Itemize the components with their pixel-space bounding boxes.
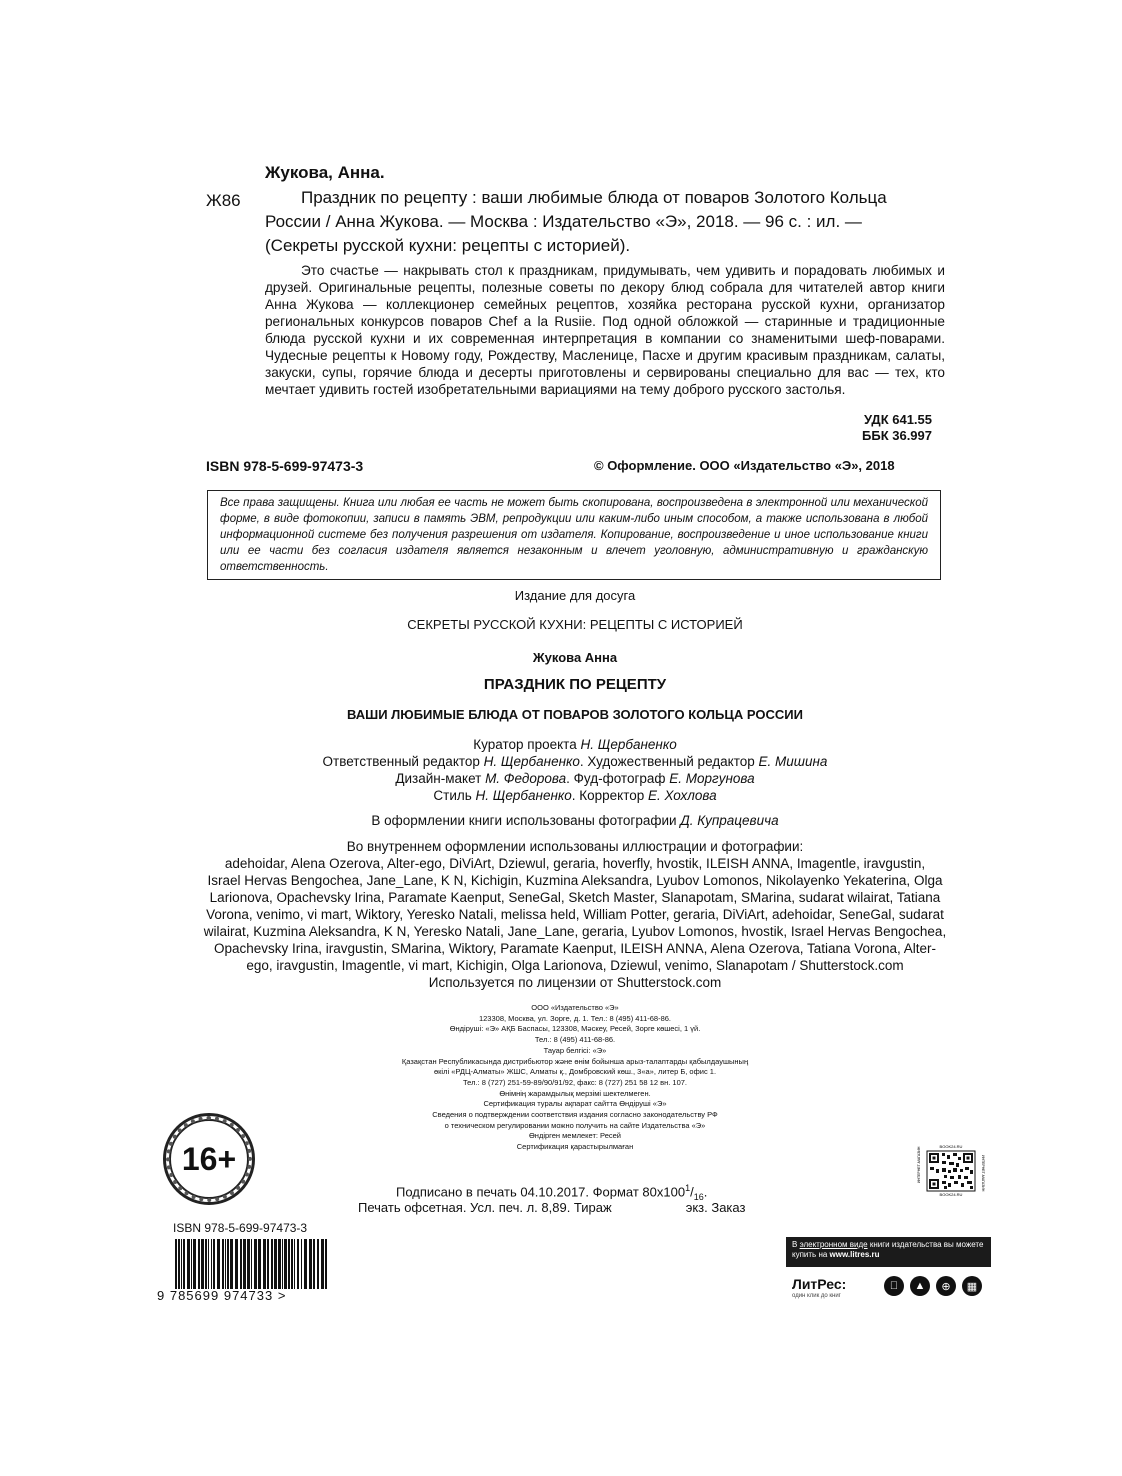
photo-label: В оформлении книги использованы фотографии bbox=[371, 813, 681, 828]
series-title: СЕКРЕТЫ РУССКОЙ КУХНИ: РЕЦЕПТЫ С ИСТОРИЕЙ bbox=[407, 617, 743, 632]
publisher-line: Тел.: 8 (727) 251-59-89/90/91/92, факс: 8 (727) 251 58 12 вн. 107. bbox=[462, 1077, 687, 1087]
barcode-bar bbox=[205, 1239, 207, 1289]
barcode-bar bbox=[313, 1239, 315, 1289]
barcode-bar bbox=[282, 1239, 283, 1289]
publisher-line: Өндірген мемлекет: Ресей bbox=[528, 1131, 622, 1141]
litres-line-1 bbox=[792, 1240, 985, 1250]
book-title: ПРАЗДНИК ПО РЕЦЕПТУ bbox=[483, 676, 667, 693]
barcode-bar bbox=[301, 1239, 302, 1289]
edition-type: Издание для досуга bbox=[514, 588, 636, 603]
publisher-info bbox=[370, 1003, 780, 1153]
barcode-bar bbox=[175, 1239, 177, 1289]
litres-text: книги издательства вы можете bbox=[867, 1240, 984, 1249]
qr-code-icon bbox=[914, 1143, 988, 1197]
barcode-bar bbox=[213, 1239, 215, 1289]
qr-right-label: ИНТЕРНЕТ-МАГАЗИН bbox=[981, 1155, 985, 1192]
barcode-bar bbox=[211, 1239, 212, 1289]
windows-icon: ▦ bbox=[962, 1276, 982, 1296]
barcode-bar bbox=[297, 1239, 299, 1289]
barcode-bar bbox=[278, 1239, 281, 1289]
barcode-number: 9 785699 974733 > bbox=[157, 1288, 287, 1303]
credit-role: Дизайн-макет bbox=[395, 771, 486, 786]
publisher-line: өкілі «РДЦ-Алматы» ЖШС, Алматы қ., Домбровский көш., 3«а», литер Б, офис 1. bbox=[433, 1067, 717, 1077]
credit-role: Куратор проекта bbox=[473, 737, 581, 752]
barcode-bar bbox=[288, 1239, 290, 1289]
barcode-bar bbox=[235, 1239, 238, 1289]
barcode-bar bbox=[191, 1239, 192, 1289]
publisher-line: Өнімнің жарамдылық мерзімі шектелмеген. bbox=[499, 1088, 651, 1098]
barcode-bar bbox=[325, 1239, 327, 1289]
barcode-bar bbox=[181, 1239, 182, 1289]
credit-name: Н. Щербаненко bbox=[483, 754, 580, 769]
barcode-isbn: ISBN 978-5-699-97473-3 bbox=[173, 1221, 308, 1235]
credit-line bbox=[160, 736, 990, 753]
credit-name: Е. Моргунова bbox=[669, 771, 755, 786]
publisher-line: Сведения о подтверждении соответствия издания согласно законодательству РФ bbox=[432, 1110, 718, 1120]
signed-text: Подписано в печать 04.10.2017. Формат 80x100 bbox=[396, 1184, 686, 1200]
format-numerator: 1 bbox=[685, 1183, 691, 1193]
qr-code-block bbox=[914, 1143, 988, 1197]
qr-bottom-label: BOOK24.RU bbox=[939, 1192, 963, 1197]
litres-site-link[interactable]: www.litres.ru bbox=[829, 1250, 880, 1259]
illus-line: Во внутреннем оформлении использованы иллюстрации и фотографии: bbox=[346, 839, 804, 854]
barcode-bar bbox=[258, 1239, 261, 1289]
bibliographic-record bbox=[265, 186, 947, 258]
credit-role: . Художественный редактор bbox=[579, 754, 759, 769]
publisher-line: Тауар белгісі: «Э» bbox=[543, 1045, 607, 1055]
publisher-line: ООО «Издательство «Э» bbox=[531, 1003, 619, 1012]
publisher-line: Сертификация туралы ақпарат сайтта Өндіруші «Э» bbox=[483, 1099, 667, 1109]
barcode-bar bbox=[294, 1239, 295, 1289]
barcode-bar bbox=[187, 1239, 190, 1289]
signed-end: . bbox=[703, 1184, 708, 1200]
android-icon: ▲ bbox=[910, 1276, 930, 1296]
photo-credit bbox=[160, 813, 990, 828]
bbk-code: ББК 36.997 bbox=[862, 428, 932, 443]
barcode-bar bbox=[240, 1239, 242, 1289]
isbn: ISBN 978-5-699-97473-3 bbox=[206, 458, 364, 474]
credits bbox=[160, 736, 990, 804]
barcode-bar bbox=[193, 1239, 196, 1289]
litres-logo: ЛитРес: bbox=[792, 1276, 847, 1292]
udk-code: УДК 641.55 bbox=[864, 412, 932, 427]
age-rating-label: 16+ bbox=[169, 1119, 249, 1199]
barcode-bar bbox=[243, 1239, 246, 1289]
illus-line: adehoidar, Alena Ozerova, Alter-ego, DiViArt, Dziewul, geraria, hoverfly, hvostik, ILEISH ANNA, Imagentle, iravgustin, bbox=[224, 856, 926, 871]
illus-line: Larionova, Opachevsky Irina, Paramate Kaenput, SeneGal, Sketch Master, Slanapotam, SMarina, sudarat wilairat, Tatiana bbox=[209, 890, 941, 905]
print-left: Печать офсетная. Усл. печ. л. 8,89. Тираж bbox=[358, 1200, 612, 1215]
credit-name: Е. Мишина bbox=[758, 754, 828, 769]
badge-ring bbox=[166, 1116, 252, 1202]
credit-name: Н. Щербаненко bbox=[475, 788, 572, 803]
print-info bbox=[358, 1200, 745, 1215]
barcode-bar bbox=[183, 1239, 185, 1289]
publisher-line: о техническом регулировании можно получить на сайте Издательства «Э» bbox=[444, 1120, 706, 1130]
classification bbox=[780, 412, 932, 444]
catalog-code: Ж86 bbox=[206, 191, 241, 210]
biblio-line: России / Анна Жукова. — Москва : Издательство «Э», 2018. — 96 с. : ил. — bbox=[265, 212, 862, 231]
credit-name: Е. Хохлова bbox=[648, 788, 717, 803]
barcode-bar bbox=[247, 1239, 250, 1289]
imprint-author: Жукова Анна bbox=[532, 650, 618, 665]
credit-line bbox=[160, 770, 990, 787]
barcode-bar bbox=[271, 1239, 273, 1289]
barcode-bar bbox=[222, 1239, 224, 1289]
barcode-bar bbox=[317, 1239, 319, 1289]
format-denominator: 16 bbox=[693, 1191, 704, 1202]
illus-line: Opachevsky Irina, iravgustin, SMarina, Wiktory, Paramate Kaenput, ILEISH ANNA, Alena Ozerova, Tatiana Vorona, Alter- bbox=[213, 941, 937, 956]
catalog-author: Жукова, Анна. bbox=[265, 163, 385, 182]
publisher-line: 123308, Москва, ул. Зорге, д. 1. Тел.: 8 (495) 411-68-86. bbox=[478, 1013, 672, 1023]
litres-line-2 bbox=[792, 1250, 985, 1260]
publisher-line: Өндіруші: «Э» АҚБ Баспасы, 123308, Мәскеу, Ресей, Зорге көшесі, 1 үй. bbox=[449, 1024, 701, 1034]
credit-role: Ответственный редактор bbox=[322, 754, 484, 769]
credit-role: Стиль bbox=[433, 788, 476, 803]
qr-left-label: ИНТЕРНЕТ-МАГАЗИН bbox=[917, 1146, 921, 1183]
illus-line: Israel Hervas Bengochea, Jane_Lane, K N, Kichigin, Kuzmina Aleksandra, Lyubov Lomonos, Nikolayenko Yekaterina, Olga bbox=[207, 873, 943, 888]
barcode-bar bbox=[267, 1239, 269, 1289]
barcode-icon bbox=[173, 1239, 333, 1289]
barcode-bar bbox=[251, 1239, 252, 1289]
biblio-line: (Секреты русской кухни: рецепты с историей). bbox=[265, 236, 631, 255]
litres-link[interactable]: электронном виде bbox=[799, 1240, 868, 1249]
illus-line: ego, iravgustin, Imagentle, vi mart, Kichigin, Olga Larionova, Dziewul, venimo, Slanapotam / Shutterstock.com bbox=[246, 958, 904, 973]
publisher-line: Қазақстан Республикасында дистрибьютор және өнім бойынша арыз-талаптарды қабылдаушының bbox=[401, 1056, 749, 1066]
illus-line: Используется по лицензии от Shutterstock.com bbox=[428, 975, 722, 990]
photo-name: Д. Купрацевича bbox=[680, 813, 779, 828]
barcode-bar bbox=[263, 1239, 266, 1289]
barcode-bar bbox=[230, 1239, 233, 1289]
litres-text: купить на bbox=[792, 1250, 830, 1259]
barcode-bar bbox=[201, 1239, 204, 1289]
annotation bbox=[265, 262, 945, 398]
barcode-bar bbox=[225, 1239, 226, 1289]
book-subtitle: ВАШИ ЛЮБИМЫЕ БЛЮДА ОТ ПОВАРОВ ЗОЛОТОГО КОЛЬЦА РОССИИ bbox=[347, 707, 803, 722]
signed-to-print: Подписано в печать 04.10.2017. Формат $80x100^1/_{16}$. bbox=[396, 1183, 708, 1202]
barcode-bar bbox=[274, 1239, 277, 1289]
credit-name: Н. Щербаненко bbox=[580, 737, 677, 752]
age-rating-badge bbox=[163, 1113, 255, 1205]
publisher-line: Тел.: 8 (495) 411-68-86. bbox=[534, 1035, 616, 1045]
credit-line bbox=[160, 753, 990, 770]
barcode-bar bbox=[304, 1239, 307, 1289]
litres-tagline: один клик до книг bbox=[792, 1293, 841, 1299]
illus-line: Vorona, venimo, vi mart, Wiktory, Yeresko Natali, melissa held, William Potter, geraria, DiViArt, adehoidar, SeneGal, sudarat bbox=[206, 907, 944, 922]
barcode-bar bbox=[284, 1239, 287, 1289]
qr-top-label: BOOK24.RU bbox=[939, 1144, 963, 1149]
barcode-bar bbox=[254, 1239, 257, 1289]
rights-notice: Все права защищены. Книга или любая ее часть не может быть скопирована, воспроизведена в электронной или механической форме, в виде фотокопии, записи в память ЭВМ, репродукции или каким-либо иным способом, а также использована в любой информационной системе без получения разрешения от издателя. Копирование, воспроизведение и иное использование книги или ее части без согласия издателя является незаконным и влечет уголовную, административную и гражданскую ответственность. bbox=[207, 490, 941, 580]
litres-text: В bbox=[792, 1240, 800, 1249]
credit-role: . Корректор bbox=[571, 788, 649, 803]
barcode-bar bbox=[291, 1239, 293, 1289]
barcode-bar bbox=[178, 1239, 180, 1289]
credit-line bbox=[160, 787, 990, 804]
copyright: © Оформление. ООО «Издательство «Э», 2018 bbox=[594, 458, 895, 473]
publisher-line: Сертификация қарастырылмаған bbox=[516, 1142, 634, 1152]
barcode-bar bbox=[309, 1239, 312, 1289]
barcode-bar bbox=[198, 1239, 200, 1289]
print-right: экз. Заказ bbox=[685, 1200, 746, 1215]
barcode-bar bbox=[217, 1239, 220, 1289]
windows-phone-icon: ⊕ bbox=[936, 1276, 956, 1296]
apple-icon bbox=[884, 1276, 904, 1296]
barcode-bar bbox=[321, 1239, 324, 1289]
credit-name: М. Федорова bbox=[485, 771, 567, 786]
credit-role: . Фуд-фотограф bbox=[566, 771, 670, 786]
biblio-line: Праздник по рецепту : ваши любимые блюда от поваров Золотого Кольца bbox=[301, 188, 887, 207]
barcode-bar bbox=[227, 1239, 229, 1289]
litres-banner bbox=[786, 1237, 991, 1267]
illus-line: wilairat, Kuzmina Aleksandra, K N, Yeresko Natali, Jane_Lane, geraria, Lyubov Lomonos, hvostik, Israel Hervas Bengochea, bbox=[203, 924, 947, 939]
barcode-bar bbox=[208, 1239, 209, 1289]
annotation-text: Это счастье — накрывать стол к праздникам, придумывать, чем удивить и порадовать любимых и друзей. Оригинальные рецепты, полезные советы по декору блюд собрала для читателей автор книги Анна Жукова — коллекционер семейных рецептов, хозяйка ресторана русской кухни, организатор региональных конкурсов поваров Chef a la Rusiie. Под одной обложкой — старинные и традиционные блюда русской кухни и их современная интерпретация в компании со знаменитыми шеф-поварами. Чудесные рецепты к Новому году, Рождеству, Масленице, Пасхе и другим красивым праздникам, салаты, закуски, супы, горячие блюда и десерты приготовлены и сервированы специально для вас — тех, кто мечтает удивить гостей изобретательными вариациями на тему доброго русского застолья. bbox=[265, 263, 945, 397]
illustration-credits bbox=[160, 838, 990, 991]
